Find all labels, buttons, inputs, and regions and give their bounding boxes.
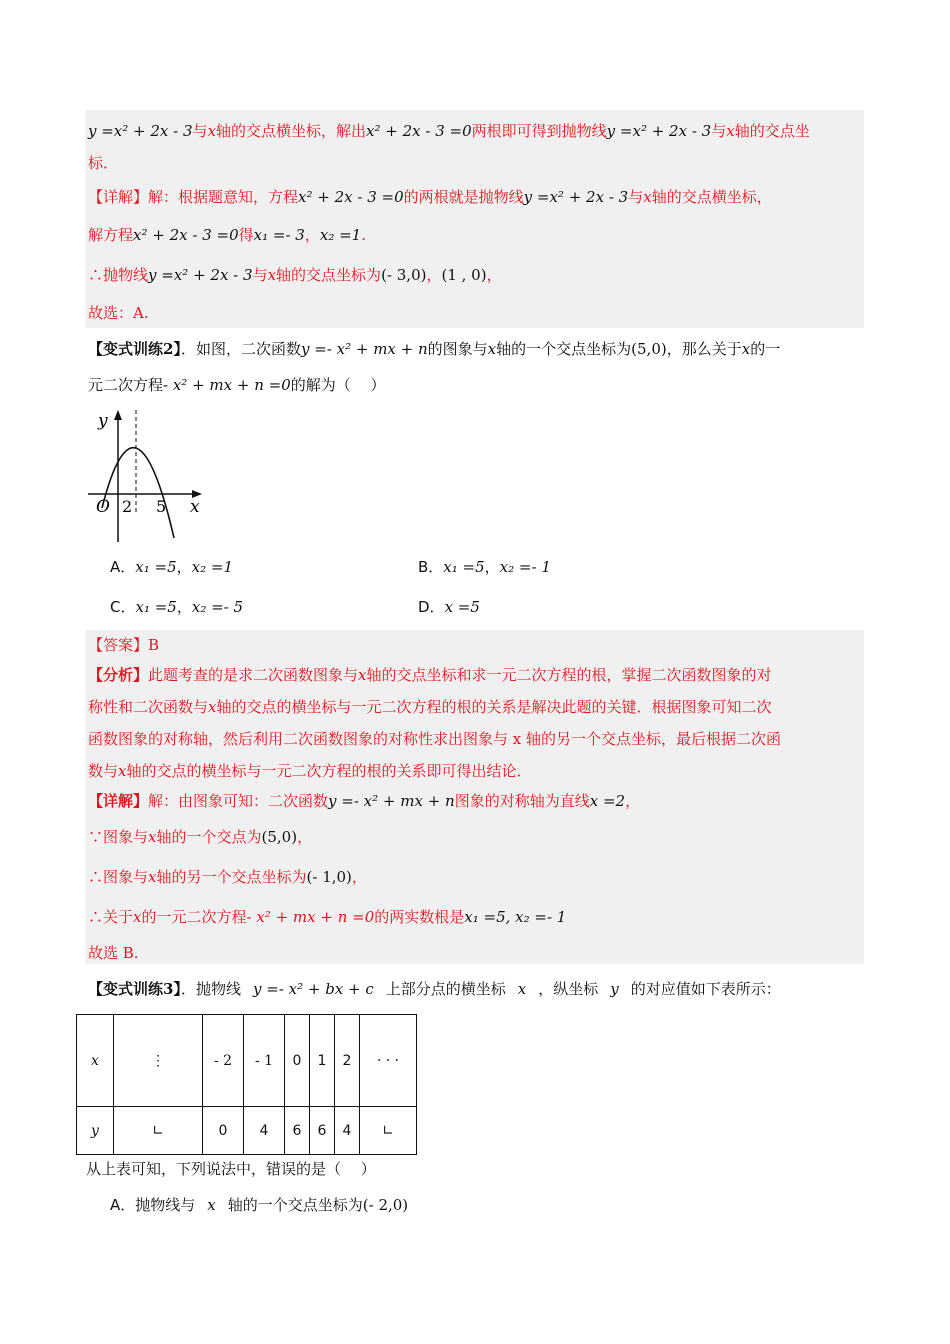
var-x: x <box>148 868 157 886</box>
text: ∴抛物线 <box>88 266 149 284</box>
text: 的两实数根是 <box>374 908 465 926</box>
text: ∴图象与 <box>88 868 149 886</box>
text: 的一 <box>750 340 781 358</box>
analysis-line-3: 函数图象的对称轴，然后利用二次函数图象的对称性求出图象与 x 轴的另一个交点坐标，最后根据二次函 <box>88 730 782 748</box>
table-cell: - 1 <box>244 1015 285 1107</box>
table-cell: ∟ <box>114 1107 203 1155</box>
text: ， <box>484 558 500 576</box>
text: 抛物线与 <box>135 1196 196 1214</box>
point: (- 3,0) <box>381 266 427 284</box>
text: 轴的交点的横坐标与一元二次方程的根的关系是解决此题的关键．根据图象可知二次 <box>216 698 772 716</box>
detail-line-2 <box>88 224 366 246</box>
q2-line-1 <box>88 338 780 360</box>
point: (- 2,0) <box>362 1196 409 1214</box>
analysis-line-2 <box>88 696 772 718</box>
answer-label: 【答案】B <box>88 636 160 654</box>
text: 轴的交点坐 <box>734 122 810 140</box>
option-value: x =5 <box>444 598 480 616</box>
text: 元二次方程 <box>88 376 164 394</box>
values-table <box>76 1014 417 1155</box>
text: 的两根就是抛物线 <box>403 188 524 206</box>
root-2: x₂ =1 <box>319 226 362 244</box>
text: 的对应值如下表所示： <box>630 980 781 998</box>
parabola-curve <box>102 448 174 538</box>
text: 轴的交点坐标和求一元二次方程的根，掌握二次函数图象的对 <box>366 666 772 684</box>
q3-option-a[interactable] <box>110 1194 408 1216</box>
text: 的图象与 <box>427 340 488 358</box>
var-x: x <box>207 122 217 140</box>
y-label: y <box>98 411 108 431</box>
table-cell: x <box>77 1015 114 1107</box>
equation: - x² + mx + n =0 <box>163 376 291 394</box>
tick-2: 2 <box>122 497 133 516</box>
text: 与 <box>711 122 727 140</box>
equation: x² + 2x - 3 =0 <box>298 188 404 206</box>
roots: x₁ =5, x₂ =- 1 <box>464 908 567 926</box>
text: 此题考查的是求二次函数图象与 <box>148 666 359 684</box>
text: 轴的交点坐标为 <box>276 266 382 284</box>
solution-line-2: 标． <box>88 154 119 172</box>
table-cell: · · · <box>360 1015 417 1107</box>
analysis-line-1 <box>88 664 772 686</box>
text: . <box>361 226 366 244</box>
var-x: x <box>148 828 157 846</box>
text: ， <box>304 226 320 244</box>
root-1: x₁ =- 3 <box>253 226 305 244</box>
option-label: A． <box>110 1196 136 1214</box>
text: 图象的对称轴为直线 <box>454 792 590 810</box>
point: (5,0) <box>261 828 298 846</box>
text: 的一元二次方程 <box>141 908 247 926</box>
var-x: x <box>208 698 217 716</box>
text: 与 <box>628 188 644 206</box>
detail-label: 【详解】 <box>88 792 149 810</box>
text: 解：由图象可知：二次函数 <box>148 792 329 810</box>
text: 数与 <box>88 762 119 780</box>
var-x: x <box>118 762 127 780</box>
text: ．如图，二次函数 <box>180 340 301 358</box>
table-cell: 4 <box>244 1107 285 1155</box>
equation: y =x² + 2x - 3 <box>523 188 629 206</box>
q2-line-2 <box>88 374 386 396</box>
text: ， <box>176 598 192 616</box>
text: ， <box>351 868 367 886</box>
answer-line: 故选：A. <box>88 304 149 322</box>
equation: x² + 2x - 3 =0 <box>366 122 472 140</box>
text: 得 <box>238 226 254 244</box>
detail-line-3 <box>88 264 502 286</box>
text: 轴的一个交点坐标为 <box>227 1196 363 1214</box>
solution-block-1 <box>85 110 864 328</box>
option-c[interactable] <box>110 596 243 618</box>
var-x: x <box>726 122 735 140</box>
point: (1 , 0) <box>441 266 487 284</box>
origin-label: O <box>96 497 110 517</box>
text: 两根即可得到抛物线 <box>471 122 607 140</box>
text: ， <box>625 792 641 810</box>
equation: y =- x² + mx + n <box>328 792 455 810</box>
text: 解方程 <box>88 226 134 244</box>
text: ∴关于 <box>88 908 134 926</box>
text: 称性和二次函数与 <box>88 698 209 716</box>
text: ， <box>297 828 313 846</box>
equation: x² + 2x - 3 =0 <box>133 226 239 244</box>
text: 轴的交点的横坐标与一元二次方程的根的关系即可得出结论． <box>126 762 532 780</box>
table-cell: 2 <box>335 1015 360 1107</box>
var-y: y <box>610 980 619 998</box>
var-x: x <box>358 666 367 684</box>
var-x: x <box>133 908 142 926</box>
text: 的解为（ ） <box>290 376 386 394</box>
table-cell: 6 <box>310 1107 335 1155</box>
var-x: x <box>207 1196 216 1214</box>
table-cell: 1 <box>310 1015 335 1107</box>
text: ∵图象与 <box>88 828 149 846</box>
point: (5,0) <box>631 340 667 358</box>
option-label: B． <box>418 558 444 576</box>
text: ，那么关于 <box>666 340 742 358</box>
q3-line-1 <box>88 978 781 1000</box>
equation: - x² + mx + n =0 <box>246 908 375 926</box>
text: 轴的一个交点为 <box>156 828 262 846</box>
text: 上部分点的横坐标 <box>385 980 506 998</box>
option-label: C． <box>110 598 136 616</box>
option-label: D． <box>418 598 445 616</box>
table-cell: - 2 <box>203 1015 244 1107</box>
text: 与 <box>252 266 268 284</box>
text: ．抛物线 <box>180 980 241 998</box>
equation: y =- x² + mx + n <box>300 340 428 358</box>
y-axis-arrow <box>114 410 122 420</box>
text: 轴的交点横坐标， <box>651 188 772 206</box>
option-value: x₁ =5 <box>135 558 177 576</box>
detail-label: 【详解】 <box>88 188 149 206</box>
var-x: x <box>487 340 497 358</box>
var-x: x <box>741 340 751 358</box>
detail-line-1 <box>88 186 772 208</box>
q2-label: 【变式训练2】 <box>88 340 181 358</box>
point: (- 1,0) <box>306 868 352 886</box>
option-value: x₁ =5 <box>443 558 485 576</box>
option-value: x₂ =- 1 <box>499 558 551 576</box>
x-label: x <box>190 497 200 517</box>
var-x: x <box>267 266 277 284</box>
var-x: x <box>643 188 652 206</box>
table-row-y <box>77 1107 417 1155</box>
option-value: x₂ =- 5 <box>191 598 244 616</box>
text: 轴的另一个交点坐标为 <box>156 868 307 886</box>
detail2-line-1 <box>88 790 640 812</box>
equation: x =2 <box>589 792 626 810</box>
text: 与 <box>192 122 208 140</box>
q3-label: 【变式训练3】 <box>88 980 181 998</box>
text: 轴的一个交点坐标为 <box>496 340 632 358</box>
option-value: x₁ =5 <box>135 598 177 616</box>
detail2-line-3 <box>88 866 367 888</box>
text: 轴的交点横坐标，解出 <box>216 122 367 140</box>
tick-5: 5 <box>156 497 167 516</box>
text: ， <box>176 558 192 576</box>
option-b[interactable] <box>418 556 551 578</box>
solution-line-1 <box>88 120 810 142</box>
var-x: x <box>517 980 527 998</box>
option-a[interactable] <box>110 556 233 578</box>
text: ， <box>426 266 442 284</box>
text: 解：根据题意知，方程 <box>148 188 299 206</box>
detail2-line-4 <box>88 906 566 928</box>
table-cell: ∟ <box>360 1107 417 1155</box>
option-value: x₂ =1 <box>191 558 233 576</box>
equation: y =x² + 2x - 3 <box>148 266 253 284</box>
table-cell: 4 <box>335 1107 360 1155</box>
option-label: A． <box>110 558 136 576</box>
analysis-line-4 <box>88 760 532 782</box>
equation: y =x² + 2x - 3 <box>88 122 193 140</box>
table-cell: 6 <box>285 1107 310 1155</box>
table-cell: y <box>77 1107 114 1155</box>
detail2-line-2 <box>88 826 312 848</box>
analysis-label: 【分析】 <box>88 666 149 684</box>
answer-line-2: 故选 B. <box>88 944 139 962</box>
text: ，纵坐标 <box>538 980 599 998</box>
option-d[interactable] <box>418 596 480 618</box>
table-cell: 0 <box>203 1107 244 1155</box>
equation: y =x² + 2x - 3 <box>606 122 712 140</box>
table-cell: 0 <box>285 1015 310 1107</box>
table-row-x <box>77 1015 417 1107</box>
q3-prompt: 从上表可知，下列说法中，错误的是（ ） <box>86 1160 376 1178</box>
text: ， <box>486 266 502 284</box>
equation: y =- x² + bx + c <box>252 980 374 998</box>
table-cell: ⋮ <box>114 1015 203 1107</box>
parabola-graph <box>84 408 214 544</box>
